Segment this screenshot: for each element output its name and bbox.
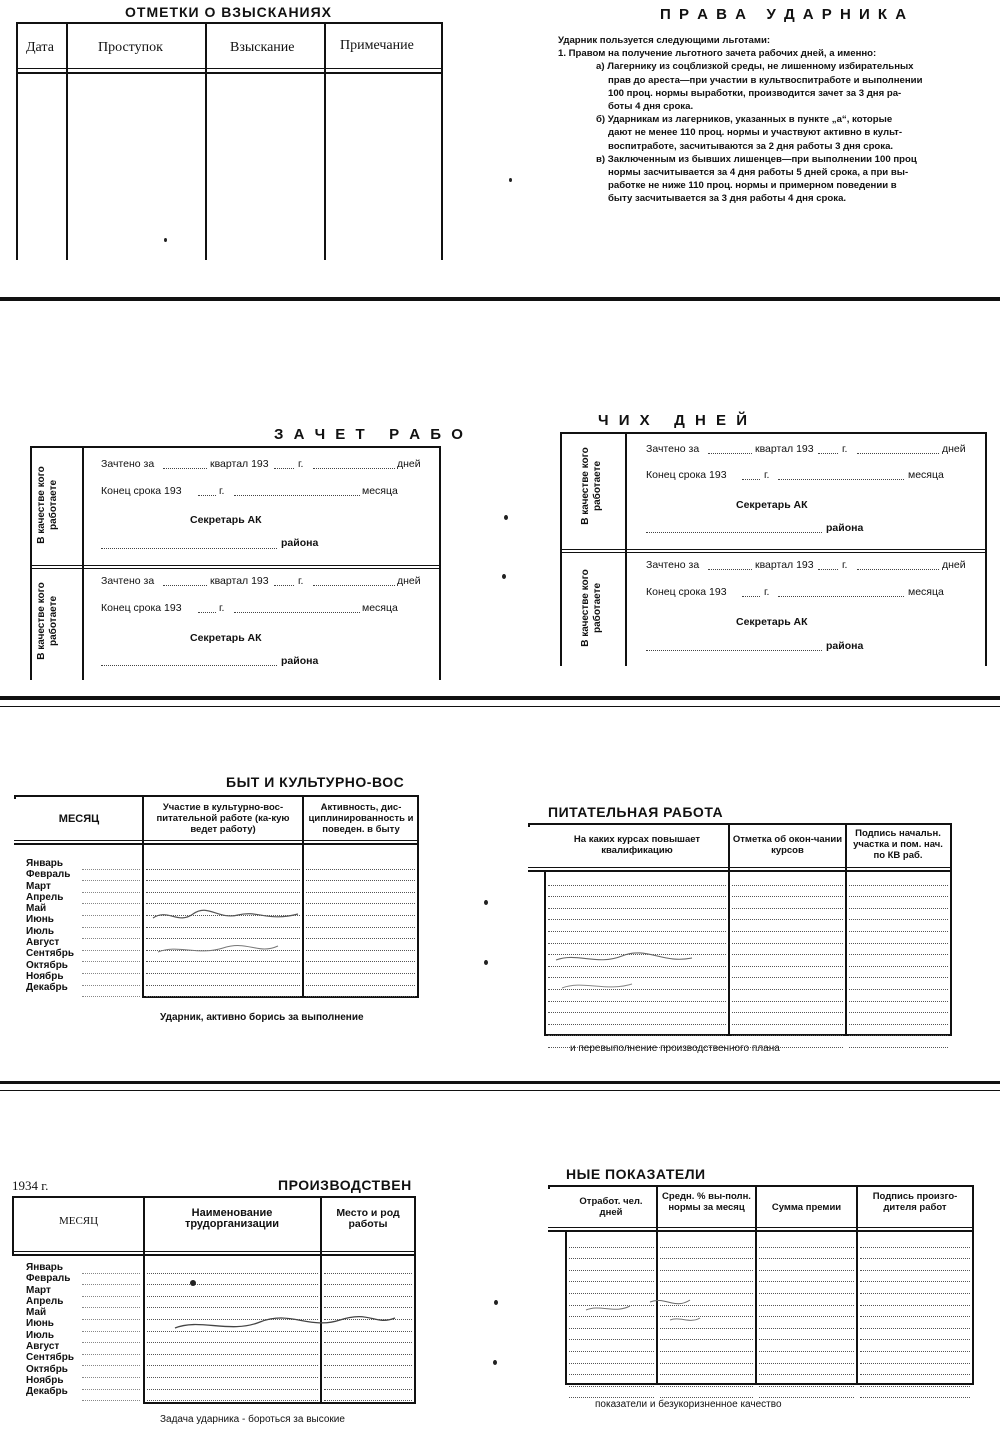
production-right-col1: Отработ. чел. дней [579, 1196, 643, 1218]
scan-speck [493, 1360, 497, 1365]
production-months: Январь Февраль Март Апрель Май Июнь Июль Август Сентябрь Октябрь Ноябрь Декабрь [26, 1262, 74, 1398]
production-month-header: МЕСЯЦ [58, 1215, 99, 1227]
side-label-4: В качестве кого работаете [580, 569, 603, 647]
culture-col2: Участие в культурно-вос-питательной работе (ка-кую ведет работу) [156, 802, 290, 835]
culture-title-right: ПИТАТЕЛЬНАЯ РАБОТА [548, 804, 724, 820]
side-label-2: В качестве кого работаете [36, 582, 59, 660]
scan-speck [484, 900, 488, 905]
side-label-1: В качестве кого работаете [36, 466, 59, 544]
scan-speck [484, 960, 488, 965]
handwriting-4 [580, 1290, 720, 1340]
scan-speck [494, 1300, 498, 1305]
scan-speck [504, 515, 508, 520]
rights-title: П Р А В А У Д А Р Н И К А [660, 6, 909, 23]
production-col3: Место и род работы [336, 1207, 400, 1230]
rights-text: Ударник пользуется следующими льготами: 1. Правом на получение льготного зачета рабочих дней, а именно: а) Лагернику из соцблизкой среды, не лишенному избирательных прав до ареста—при участии в культвоспитработе и выполнении 100 проц. нормы выработки, производится зачет за 3 дня ра- боты 4 дня срока. б) Ударникам из лагерников, указанных в пункте „а“, которые дают не менее 110 проц. нормы и участвуют активно в культ- воспитработе, засчитываются за 2 дня работы 3 дня срока. в) Заключенным из бывших лишенцев—при выполнении 100 проц нормы засчитывается за 4 дня работы 5 дней срока, а при вы- работке не ниже 110 проц. нормы и примерном поведении в быту засчитывается за 3 дня работы 4 дня срока. [558, 35, 923, 205]
production-right-col4: Подпись произго-дителя работ [872, 1191, 958, 1213]
penalties-title: ОТМЕТКИ О ВЗЫСКАНИЯХ [125, 4, 333, 20]
culture-col3: Активность, дис-циплинированность и поведен. в быту [308, 802, 414, 835]
handwriting-1 [148, 900, 328, 960]
culture-footer-right: и перевыполнение производственного плана [570, 1043, 780, 1054]
production-right-col3: Сумма премии [771, 1202, 842, 1213]
scan-speck [509, 178, 512, 182]
culture-months: Январь Февраль Март Апрель Май Июнь Июль Август Сентябрь Октябрь Ноябрь Декабрь [26, 858, 74, 994]
scan-speck [164, 238, 167, 242]
side-label-3: В качестве кого работаете [580, 447, 603, 525]
separator-1 [0, 297, 1000, 301]
culture-right-col1: На каких курсах повышает квалификацию [573, 834, 701, 856]
production-footer-right: показатели и безукоризненное качество [595, 1399, 782, 1410]
scan-speck [502, 574, 506, 579]
production-title-right: НЫЕ ПОКАЗАТЕЛИ [566, 1166, 706, 1182]
handwriting-3 [160, 1270, 400, 1340]
culture-right-col3: Подпись начальн. участка и пом. нач. по КВ раб. [853, 828, 943, 861]
credit-title-right: Ч И Х Д Н Е Й [598, 412, 750, 429]
culture-month-header: МЕСЯЦ [58, 813, 100, 825]
culture-title-left: БЫТ И КУЛЬТУРНО-ВОС [226, 774, 405, 790]
production-col2: Наименование трудорганизации [184, 1207, 280, 1230]
handwriting-2 [552, 940, 732, 1000]
culture-footer-left: Ударник, активно борись за выполнение [160, 1012, 364, 1023]
penalties-col-offense: Проступок [98, 40, 163, 55]
credit-title-left: З А Ч Е Т Р А Б О [274, 426, 466, 443]
separator-3 [0, 1081, 1000, 1084]
penalties-col-note: Примечание [340, 38, 414, 53]
production-title-left: ПРОИЗВОДСТВЕН [278, 1177, 412, 1193]
penalties-col-date: Дата [26, 40, 54, 55]
production-right-col2: Средн. % вы-полн. нормы за месяц [662, 1191, 751, 1213]
production-year: 1934 г. [12, 1178, 49, 1193]
penalties-col-penalty: Взыскание [230, 40, 295, 55]
separator-2 [0, 696, 1000, 700]
production-footer-left: Задача ударника - бороться за высокие [160, 1414, 345, 1425]
culture-right-col2: Отметка об окон-чании курсов [732, 834, 843, 856]
